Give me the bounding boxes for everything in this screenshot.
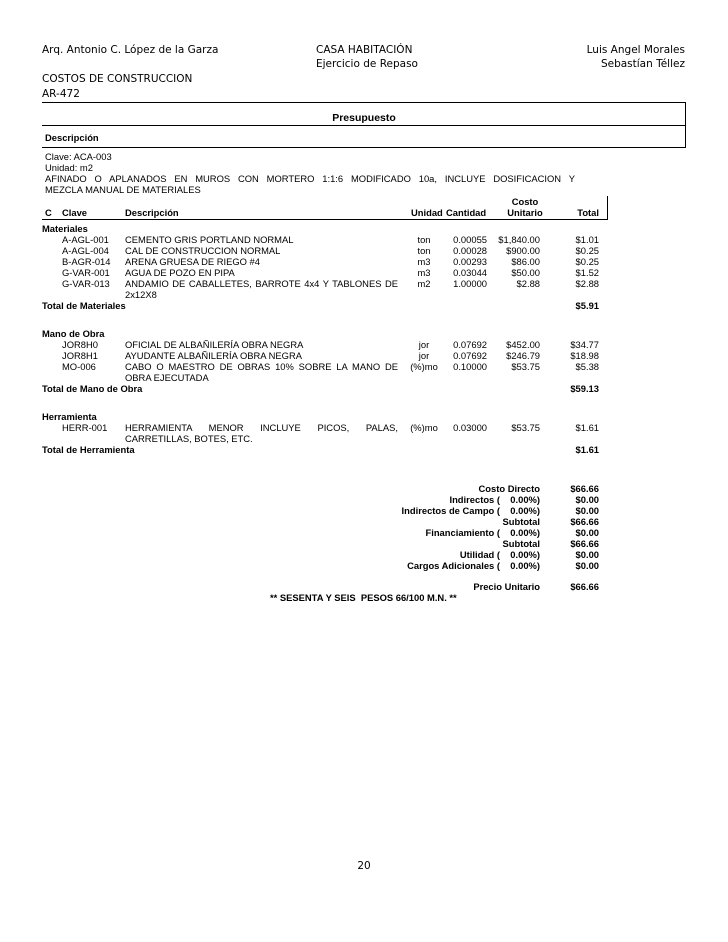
summary-indirectos-pct: 0.00%) (510, 494, 540, 505)
summary-subtotal-1-value: $66.66 (570, 516, 599, 527)
summary-indirectos-value: $0.00 (575, 494, 599, 505)
row-total: $5.38 (575, 361, 599, 372)
row-unit: (%)mo (410, 361, 438, 372)
row-unit-cost: $900.00 (506, 245, 540, 256)
row-unit: m3 (417, 267, 431, 278)
summary-cargos-adicionales-pct: 0.00%) (510, 560, 540, 571)
column-costo-bottom: Unitario (507, 207, 543, 218)
row-quantity: 0.00293 (453, 256, 487, 267)
row-total: $2.88 (575, 278, 599, 289)
row-clave: A-AGL-004 (62, 245, 109, 256)
row-clave: A-AGL-001 (62, 234, 109, 245)
summary-indirectos-label: Indirectos ( (449, 494, 500, 505)
row-clave: MO-006 (62, 361, 96, 372)
row-clave: HERR-001 (62, 422, 108, 433)
row-unit-cost: $2.88 (516, 278, 540, 289)
row-description: HERRAMIENTA MENOR INCLUYE PICOS, PALAS, (125, 422, 398, 433)
summary-subtotal-2-value: $66.66 (570, 538, 599, 549)
row-unit: jor (418, 339, 430, 350)
row-unit-cost: $86.00 (511, 256, 540, 267)
summary-utilidad-label: Utilidad ( (459, 549, 500, 560)
row-description: CEMENTO GRIS PORTLAND NORMAL (125, 234, 294, 245)
row-unit: (%)mo (410, 422, 438, 433)
summary-indirectos-campo-pct: 0.00%) (510, 505, 540, 516)
page-number: 20 (357, 860, 371, 872)
group-total-value-herramienta: $1.61 (575, 444, 599, 455)
group-title-mano-obra: Mano de Obra (42, 328, 105, 339)
summary-financiamiento-label: Financiamiento ( (425, 527, 500, 538)
row-quantity: 0.10000 (453, 361, 487, 372)
student-name-1: Luis Angel Morales (586, 44, 685, 56)
row-description-continued: 2x12X8 (125, 289, 157, 300)
row-quantity: 0.03000 (453, 422, 487, 433)
row-quantity: 0.03044 (453, 267, 487, 278)
summary-amount-in-words: ** SESENTA Y SEIS PESOS 66/100 M.N. ** (270, 592, 457, 603)
row-unit-cost: $246.79 (506, 350, 540, 361)
summary-subtotal-2-label: Subtotal (502, 538, 540, 549)
group-total-value-mano-obra: $59.13 (570, 383, 599, 394)
concept-unidad: Unidad: m2 (45, 162, 93, 173)
row-description: AYUDANTE ALBAÑILERÍA OBRA NEGRA (125, 350, 302, 361)
row-description: CABO O MAESTRO DE OBRAS 10% SOBRE LA MANO DE (125, 361, 398, 372)
table-header-rule (42, 219, 608, 220)
column-unidad: Unidad (411, 207, 443, 218)
section-top-rule (42, 102, 686, 103)
summary-utilidad-pct: 0.00%) (510, 549, 540, 560)
section-bottom-rule (42, 147, 686, 148)
row-quantity: 0.00055 (453, 234, 487, 245)
row-unit: ton (417, 245, 431, 256)
row-clave: G-VAR-001 (62, 267, 110, 278)
author-name: Arq. Antonio C. López de la Garza (42, 44, 219, 56)
row-total: $0.25 (575, 245, 599, 256)
row-quantity: 0.00028 (453, 245, 487, 256)
column-costo-top: Costo (511, 196, 539, 207)
project-subtitle: Ejercicio de Repaso (316, 58, 418, 70)
row-quantity: 0.07692 (453, 339, 487, 350)
row-total: $34.77 (570, 339, 599, 350)
row-total: $1.52 (575, 267, 599, 278)
row-unit-cost: $53.75 (511, 361, 540, 372)
row-description: CAL DE CONSTRUCCION NORMAL (125, 245, 281, 256)
row-total: $18.98 (570, 350, 599, 361)
row-unit: m2 (417, 278, 431, 289)
row-unit-cost: $1,840.00 (498, 234, 540, 245)
section-mid-rule (42, 125, 686, 126)
summary-utilidad-value: $0.00 (575, 549, 599, 560)
description-label: Descripción (45, 132, 99, 143)
row-total: $1.61 (575, 422, 599, 433)
row-clave: B-AGR-014 (62, 256, 111, 267)
row-total: $0.25 (575, 256, 599, 267)
summary-precio-unitario-label: Precio Unitario (473, 581, 540, 592)
student-name-2: Sebastían Téllez (600, 58, 685, 70)
row-quantity: 0.07692 (453, 350, 487, 361)
course-code: AR-472 (42, 88, 80, 100)
summary-financiamiento-value: $0.00 (575, 527, 599, 538)
group-total-value-materiales: $5.91 (575, 300, 599, 311)
row-unit: jor (418, 350, 430, 361)
row-total: $1.01 (575, 234, 599, 245)
summary-cargos-adicionales-value: $0.00 (575, 560, 599, 571)
row-description: ARENA GRUESA DE RIEGO #4 (125, 256, 260, 267)
summary-costo-directo-label: Costo Directo (478, 483, 540, 494)
group-title-herramienta: Herramienta (42, 411, 97, 422)
summary-indirectos-campo-label: Indirectos de Campo ( (401, 505, 500, 516)
row-unit-cost: $50.00 (511, 267, 540, 278)
summary-indirectos-campo-value: $0.00 (575, 505, 599, 516)
project-title: CASA HABITACIÓN (316, 44, 413, 56)
group-total-label-materiales: Total de Materiales (42, 300, 126, 311)
row-description-continued: CARRETILLAS, BOTES, ETC. (125, 433, 253, 444)
column-clave: Clave (62, 207, 88, 218)
row-unit-cost: $452.00 (506, 339, 540, 350)
row-clave: JOR8H1 (62, 350, 98, 361)
column-descripcion: Descripción (125, 207, 179, 218)
concept-clave: Clave: ACA-003 (45, 151, 112, 162)
summary-subtotal-1-label: Subtotal (502, 516, 540, 527)
row-unit: ton (417, 234, 431, 245)
concept-description-line2: MEZCLA MANUAL DE MATERIALES (45, 184, 201, 195)
section-title: Presupuesto (332, 112, 396, 124)
row-quantity: 1.00000 (453, 278, 487, 289)
row-clave: G-VAR-013 (62, 278, 110, 289)
column-c: C (45, 207, 52, 218)
row-clave: JOR8H0 (62, 339, 98, 350)
row-unit: m3 (417, 256, 431, 267)
summary-precio-unitario-value: $66.66 (570, 581, 599, 592)
group-title-materiales: Materiales (42, 223, 88, 234)
group-total-label-mano-obra: Total de Mano de Obra (42, 383, 143, 394)
row-description-continued: OBRA EJECUTADA (125, 372, 209, 383)
row-description: OFICIAL DE ALBAÑILERÍA OBRA NEGRA (125, 339, 304, 350)
group-total-label-herramienta: Total de Herramienta (42, 444, 135, 455)
row-description: ANDAMIO DE CABALLETES, BARROTE 4x4 Y TABLONES DE (125, 278, 398, 289)
summary-cargos-adicionales-label: Cargos Adicionales ( (407, 560, 500, 571)
table-header-right-rule (607, 196, 608, 220)
summary-costo-directo-value: $66.66 (570, 483, 599, 494)
column-total: Total (577, 207, 599, 218)
concept-description-line1: AFINADO O APLANADOS EN MUROS CON MORTERO 1:1:6 MODIFICADO 10a, INCLUYE DOSIFICACION Y (45, 173, 575, 184)
summary-financiamiento-pct: 0.00%) (510, 527, 540, 538)
row-unit-cost: $53.75 (511, 422, 540, 433)
course-title: COSTOS DE CONSTRUCCION (42, 73, 193, 85)
row-description: AGUA DE POZO EN PIPA (125, 267, 235, 278)
column-cantidad: Cantidad (446, 207, 487, 218)
